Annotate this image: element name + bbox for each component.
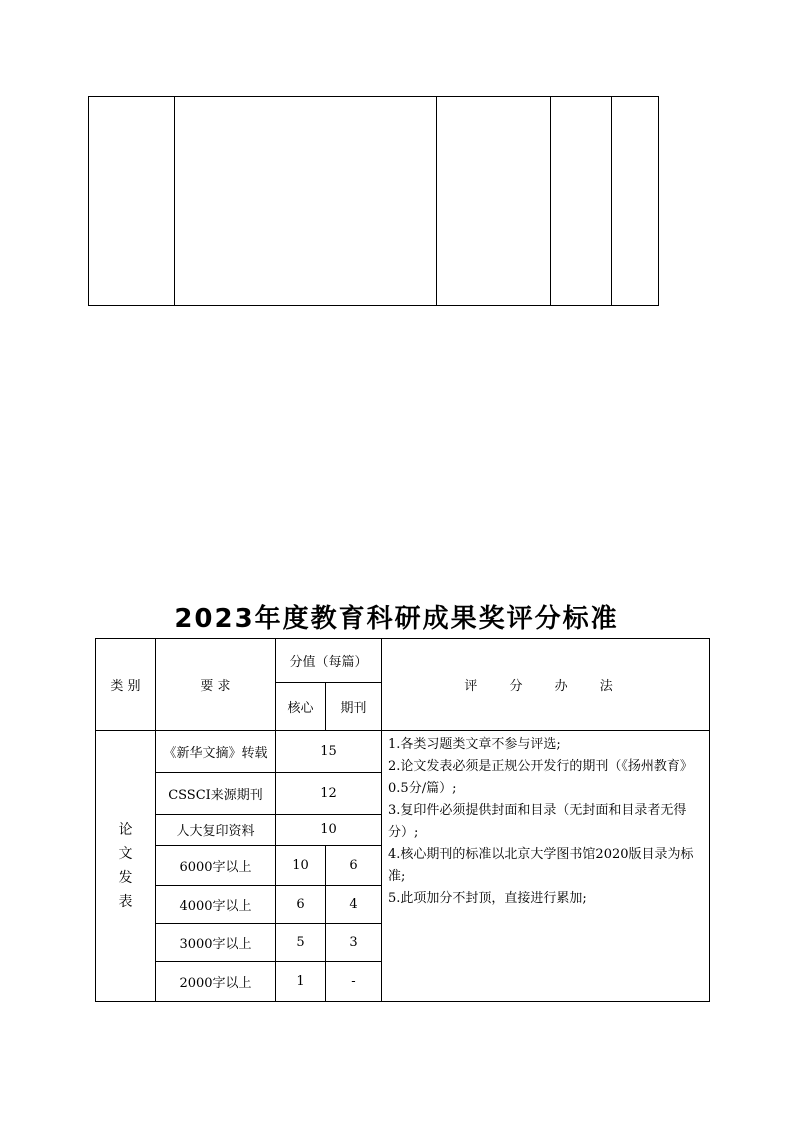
core-score-cell: 5: [276, 923, 326, 961]
requirement-cell: 人大复印资料: [156, 815, 276, 845]
journal-score-cell: 4: [326, 885, 382, 923]
requirement-cell: 《新华文摘》转载: [156, 731, 276, 773]
journal-score-cell: -: [326, 961, 382, 1001]
top-empty-table: [88, 96, 659, 306]
empty-cell: [437, 97, 551, 306]
header-category: 类 别: [96, 639, 156, 731]
header-core: 核心: [276, 683, 326, 731]
method-cell: [382, 731, 710, 1002]
core-score-cell: 10: [276, 845, 326, 885]
core-score-cell: 1: [276, 961, 326, 1001]
journal-score-cell: 6: [326, 845, 382, 885]
category-char: 文: [118, 846, 133, 863]
method-line: 3.复印件必须提供封面和目录（无封面和目录者无得分）;: [388, 803, 687, 841]
empty-cell: [551, 97, 612, 306]
empty-cell: [89, 97, 175, 306]
requirement-cell: 6000字以上: [156, 845, 276, 885]
category-char: 发: [118, 870, 133, 887]
method-line: 4.核心期刊的标准以北京大学图书馆2020版目录为标准;: [388, 847, 694, 885]
journal-score-cell: 3: [326, 923, 382, 961]
header-score-group: 分值（每篇）: [276, 639, 382, 683]
page-title: 2023年度教育科研成果奖评分标准: [174, 604, 619, 634]
empty-cell: [175, 97, 437, 306]
requirement-cell: CSSCI来源期刊: [156, 773, 276, 815]
method-line: 5.此项加分不封顶，直接进行累加;: [388, 891, 587, 907]
score-cell: 15: [276, 731, 382, 773]
header-requirement: 要 求: [156, 639, 276, 731]
category-cell: [96, 731, 156, 1002]
core-score-cell: 6: [276, 885, 326, 923]
empty-cell: [612, 97, 659, 306]
score-cell: 12: [276, 773, 382, 815]
score-table: [95, 638, 710, 1002]
method-line: 1.各类习题类文章不参与评选;: [388, 737, 561, 753]
category-char: 论: [118, 822, 133, 839]
requirement-cell: 2000字以上: [156, 961, 276, 1001]
requirement-cell: 4000字以上: [156, 885, 276, 923]
requirement-cell: 3000字以上: [156, 923, 276, 961]
method-line: 2.论文发表必须是正规公开发行的期刊（《扬州教育》0.5分/篇）;: [388, 759, 693, 797]
header-journal: 期刊: [326, 683, 382, 731]
category-char: 表: [118, 894, 133, 911]
score-cell: 10: [276, 815, 382, 845]
header-method: 评 分 办 法: [382, 639, 710, 731]
